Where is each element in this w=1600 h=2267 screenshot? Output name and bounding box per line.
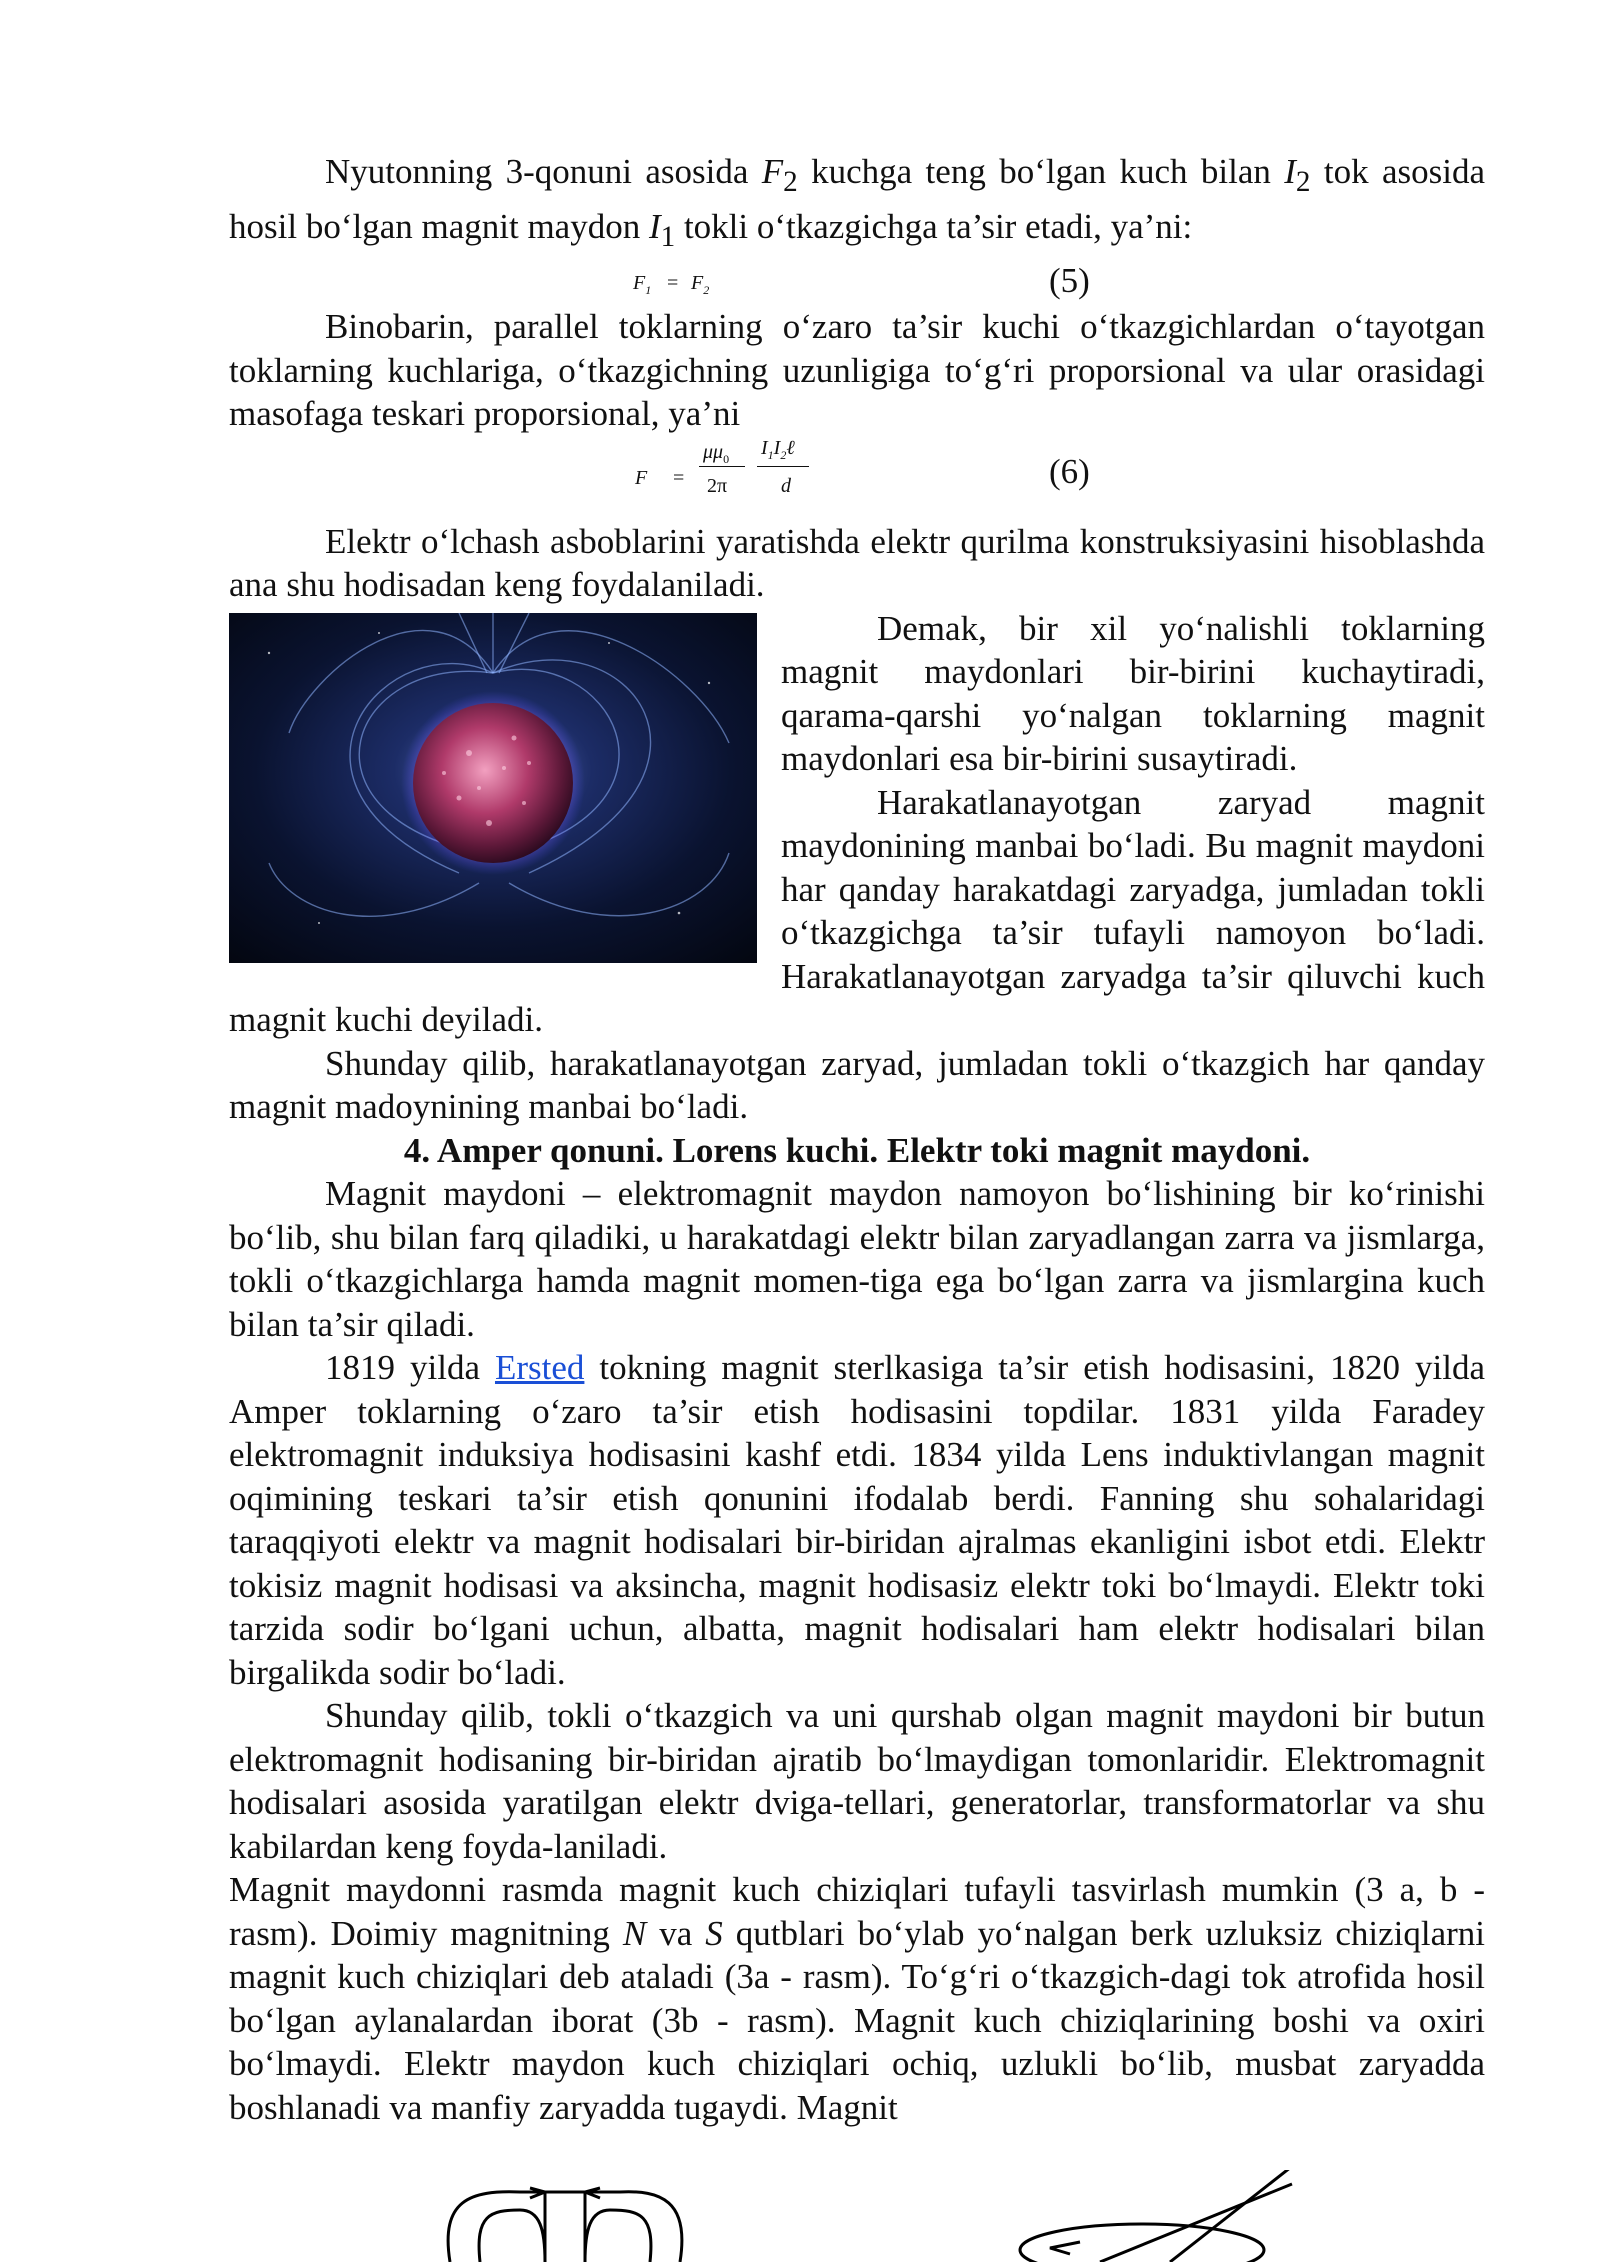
magnet-field-lines-figure: [448, 2188, 682, 2262]
paragraph-measurement: Elektr o‘lchash asboblarini yaratishda elektr qurilma konstruksiyasini hisoblashda ana shu hodisadan keng foydalaniladi.: [229, 521, 1485, 604]
paragraph-field-lines: Magnit maydonni rasmda magnit kuch chiziqlari tufayli tasvirlash mumkin (3 a, b - rasm). Doimiy magnitning N va S qutblari bo‘ylab yo‘nalgan berk uzluksiz chiziqlarni magnit kuch chiziqlari deb ataladi (3a - rasm). To‘g‘ri o‘tkazgich-dagi tok atrofida hosil bo‘lgan aylanalardan iborat (3b - rasm). Magnit kuch chiziqlarining boshi va oxiri bo‘lmaydi. Elektr maydon kuch chiziqlari ochiq, uzlukli bo‘lib, musbat zaryadda boshlanadi va manfiy zaryadda tugaydi. Magnit: [229, 1870, 1485, 2127]
section-heading: 4. Amper qonuni. Lorens kuchi. Elektr toki magnit maydoni.: [403, 1130, 1311, 1170]
figure-strip: [0, 2170, 1600, 2262]
document-page: [229, 150, 1485, 2129]
paragraph-history: 1819 yilda Ersted tokning magnit sterlkasiga ta’sir etish hodisasini, 1820 yilda Amper toklarning o‘zaro ta’sir etish hodisasini topdilar. 1831 yilda Faradey elektromagnit induksiya hodisasini kashf etdi. 1834 yilda Lens induktivlangan magnit oqimining teskari ta’sir etish qonunini ifodalab berdi. Fanning shu sohalaridagi taraqqiyoti elektr va magnit hodisalari bir-biridan ajralmas ekanligini isbot etdi. Elektr tokisiz magnit hodisasi va aksincha, magnit hodisasiz elektr toki bo‘lmaydi. Elektr toki tarzida sodir bo‘lgani uchun, albatta, magnit hodisalari ham elektr hodisalari bilan birgalikda sodir bo‘ladi.: [229, 1348, 1485, 1692]
wire-circular-field-figure: [1020, 2170, 1300, 2262]
paragraph-shunday-1: Shunday qilib, harakatlanayotgan zaryad, jumladan tokli o‘tkazgich har qanday magnit madoynining manbai bo‘ladi.: [229, 1043, 1485, 1126]
equation-6-number: (6): [1049, 451, 1090, 491]
equation-5-number: (5): [1049, 261, 1090, 300]
equation-6: F = $\mu\mu_0$ 2π $I_1I_2\ell$ d (6): [635, 436, 1090, 497]
paragraph-proportional: Binobarin, parallel toklarning o‘zaro ta’sir kuchi o‘tkazgichlardan o‘tayotgan toklarning kuchlariga, o‘tkazgichning uzunligiga to‘g‘ri proporsional va ular orasidagi masofaga teskari proporsional, ya’ni: [229, 307, 1485, 433]
paragraph-newton: Nyutonning 3-qonuni asosida $F_2$ kuchga teng bo‘lgan kuch bilan $I_2$ tok asosida hosil bo‘lgan magnit maydon $I_1$ tokli o‘tkazgichga ta’sir etadi, ya’ni:: [229, 152, 1485, 253]
paragraph-demak: Demak, bir xil yo‘nalishli toklarning magnit maydonlari bir-birini kuchaytiradi, qarama-qarshi yo‘nalgan toklarning magnit maydonlari esa bir-birini susaytiradi.: [781, 608, 1485, 778]
paragraph-shunday-2: Shunday qilib, tokli o‘tkazgich va uni qurshab olgan magnit maydoni bir butun elektromagnit hodisaning bir-biridan ajratib bo‘lmaydigan tomonlaridir. Elektromagnit hodisalari asosida yaratilgan elektr dviga-tellari, generatorlar, transformatorlar va shu kabilardan keng foyda-laniladi.: [229, 1696, 1485, 1866]
paragraph-magnit-maydoni: Magnit maydoni – elektromagnit maydon namoyon bo‘lishining bir ko‘rinishi bo‘lib, shu bilan farq qiladiki, u harakatdagi elektr bilan zaryadlangan zarra va jismlarga, tokli o‘tkazgichlarga hamda magnit momen-tiga ega bo‘lgan zarra va jismlargina kuch bilan ta’sir qiladi.: [229, 1174, 1485, 1344]
equation-5: $F_1$ = $F_2$ (5): [229, 259, 1485, 305]
ersted-link[interactable]: Ersted: [494, 1348, 585, 1387]
neutron-star-image: [229, 613, 757, 963]
paragraph-moving-charge: Harakatlanayotgan zaryad magnit maydonining manbai bo‘ladi. Bu magnit maydoni har qanday harakatdagi zaryadga, jumladan tokli o‘tkazgichga ta’sir tufayli namoyon bo‘ladi. Harakatlanayotgan zaryadga ta’sir qiluvchi kuch magnit kuchi deyiladi.: [229, 782, 1485, 1039]
